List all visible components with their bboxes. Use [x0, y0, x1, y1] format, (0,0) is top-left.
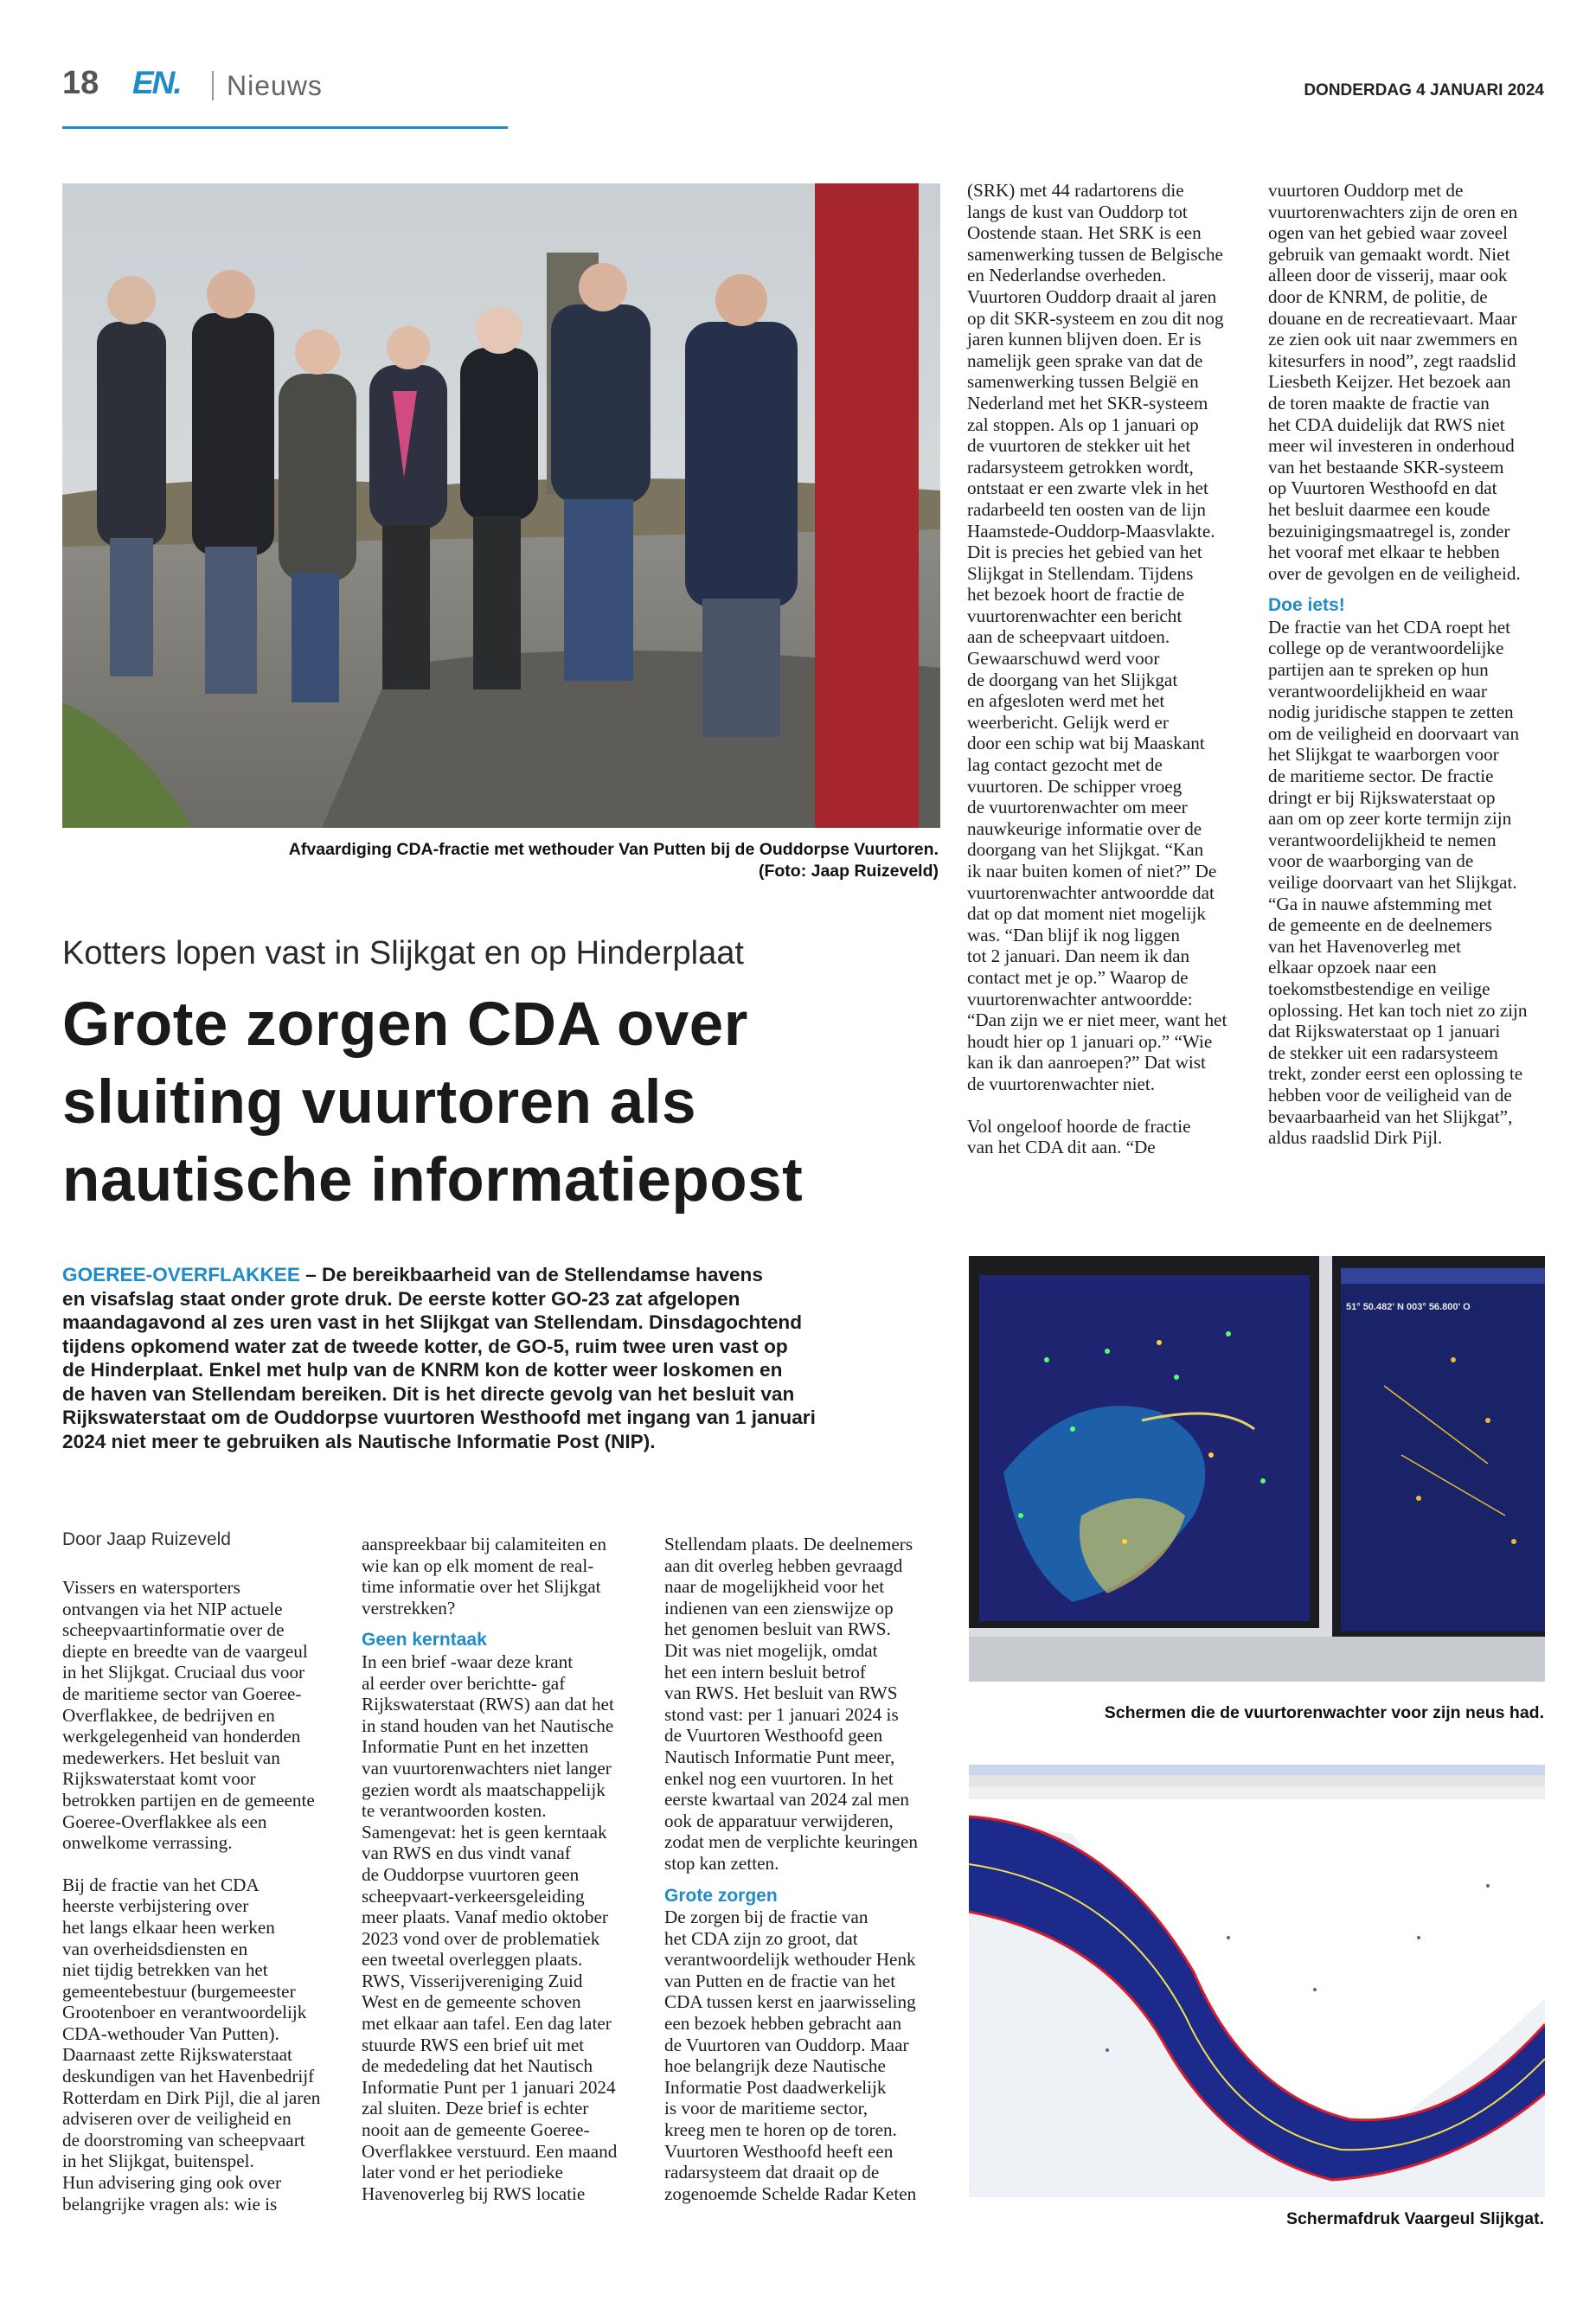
body-line: Rijkswaterstaat (RWS) aan dat het	[362, 1694, 614, 1715]
body-line: van het bestaande SKR-systeem	[1268, 456, 1504, 478]
body-line: Havenoverleg bij RWS locatie	[362, 2182, 586, 2204]
body-line: Rijkswaterstaat komt voor	[62, 1768, 256, 1790]
column-2	[362, 1534, 656, 2204]
body-line: radarbeeld ten oosten van de lijn	[967, 498, 1206, 520]
body-line: alleen door de visserij, maar ook	[1268, 265, 1508, 286]
lead-line: maandagavond al zes uren vast in het Slijkgat van Stellendam. Dinsdagochtend	[62, 1311, 803, 1333]
body-line: doorgang van het Slijkgat. “Kan	[967, 839, 1204, 861]
body-line: heerste verbijstering over	[62, 1895, 249, 1917]
body-line: scheepvaartinformatie over de	[62, 1619, 285, 1641]
body-line: de maritieme sector. De fractie	[1268, 766, 1494, 787]
body-line: diepte en breedte van de vaargeul	[62, 1640, 308, 1662]
body-line: de maritieme sector van Goeree-	[62, 1682, 302, 1704]
body-line: van het CDA dit aan. “De	[967, 1137, 1156, 1158]
body-line: en afgesloten werd met het	[967, 690, 1165, 712]
body-line: Stellendam plaats. De deelnemers	[664, 1534, 913, 1554]
body-line: het genomen besluit van RWS.	[664, 1618, 891, 1640]
body-line: over de gevolgen en de veiligheid.	[1268, 562, 1521, 584]
body-line: indienen van een zienswijze op	[664, 1597, 894, 1618]
body-line: voor de waarborging van de	[1268, 850, 1474, 872]
body-line: bevaarbaarheid van het Slijkgat”,	[1268, 1106, 1513, 1127]
body-line: door een schip wat bij Maaskant	[967, 733, 1205, 754]
lead-line: – De bereikbaarheid van de Stellendamse havens	[305, 1264, 763, 1285]
body-line: de doorgang van het Slijkgat	[967, 669, 1178, 690]
body-line: van het Havenoverleg met	[1268, 935, 1461, 957]
body-line: Oostende staan. Het SRK is een	[967, 222, 1202, 244]
body-line: de toren maakte de fractie van	[1268, 392, 1490, 413]
body-line: de Vuurtoren Westhoofd geen	[664, 1725, 883, 1747]
body-line: gemeentebestuur (burgemeester	[62, 1980, 296, 2002]
body-line: Samengevat: het is geen kerntaak	[362, 1821, 607, 1843]
body-line: het bezoek hoort de fractie de	[967, 584, 1185, 606]
body-line: de mededeling dat het Nautisch	[362, 2055, 593, 2077]
body-line: weerbericht. Gelijk werd er	[967, 711, 1169, 733]
body-line: in het Slijkgat. Cruciaal dus voor	[62, 1662, 305, 1683]
body-line: met elkaar aan tafel. Een dag later	[362, 2013, 612, 2035]
body-line: jaren kunnen blijven doen. Er is	[967, 329, 1202, 350]
body-line: aan om op zeer korte termijn zijn	[1268, 808, 1512, 830]
body-line: verstrekken?	[362, 1597, 456, 1618]
body-line: kan ik dan aanroepen?” Dat wist	[967, 1052, 1206, 1074]
body-line: langs de kust van Ouddorp tot	[967, 201, 1188, 222]
body-line: Overflakkee, de bedrijven en	[62, 1704, 275, 1726]
body-line: hoe belangrijk deze Nautische	[664, 2055, 886, 2077]
body-line: meer plaats. Vanaf medio oktober	[362, 1907, 608, 1928]
body-line: ook de apparatuur verwijderen,	[664, 1810, 894, 1831]
body-line: contact met je op.” Waarop de	[967, 966, 1189, 988]
body-line: ontvangen via het NIP actuele	[62, 1598, 283, 1619]
body-line: aanspreekbaar bij calamiteiten en	[362, 1534, 606, 1554]
body-line: ontstaat er een zwarte vlek in het	[967, 478, 1208, 499]
body-line: het CDA zijn zo groot, dat	[664, 1927, 858, 1949]
body-line: tot 2 januari. Dan neem ik dan	[967, 945, 1190, 967]
body-line: Gewaarschuwd werd voor	[967, 648, 1160, 670]
body-line: door de KNRM, de politie, de	[1268, 285, 1488, 307]
body-line: was. “Dan blijf ik nog liggen	[967, 924, 1180, 945]
body-line: zal stoppen. Als op 1 januari op	[967, 413, 1199, 435]
subheading: Geen kerntaak	[362, 1630, 487, 1650]
body-line: dat Rijkswaterstaat op 1 januari	[1268, 1021, 1501, 1042]
body-line: van Putten en de fractie van het	[664, 1970, 896, 1991]
body-line: vuurtoren. De schipper vroeg	[967, 775, 1183, 797]
body-line: is voor de maritieme sector,	[664, 2098, 869, 2119]
logo: EN.	[132, 65, 181, 100]
body-line: niet tijdig betrekken van het	[62, 1959, 268, 1981]
body-line: de vuurtoren de stekker uit het	[967, 435, 1191, 457]
lead-place: GOEREE-OVERFLAKKEE	[62, 1264, 300, 1285]
body-line: Haamstede-Ouddorp-Maasvlakte.	[967, 520, 1215, 542]
body-line: Overflakkee verstuurd. Een maand	[362, 2140, 618, 2162]
body-line: trekt, zonder eerst een oplossing te	[1268, 1063, 1523, 1085]
body-line: CDA-wethouder Van Putten).	[62, 2022, 279, 2044]
lead	[62, 1263, 945, 1453]
column-1	[62, 1577, 348, 2214]
body-line: op Vuurtoren Westhoofd en dat	[1268, 478, 1497, 499]
body-line: Vol ongeloof hoorde de fractie	[967, 1115, 1191, 1137]
body-line: een tweetal overleggen plaats.	[362, 1949, 583, 1971]
body-line: Slijkgat in Stellendam. Tijdens	[967, 562, 1194, 584]
radar-screens-photo	[969, 1256, 1545, 1682]
body-line: deskundigen van het Havenbedrijf	[62, 2066, 315, 2087]
body-line: Grootenboer en verantwoordelijk	[62, 2002, 307, 2023]
body-line: Informatie Post daadwerkelijk	[664, 2076, 887, 2098]
body-line: radarsysteem dat draait op de	[664, 2162, 880, 2183]
body-line: van vuurtorenwachters niet langer	[362, 1757, 612, 1779]
body-line: enkel nog een vuurtoren. In het	[664, 1767, 894, 1789]
body-line: stop kan zetten.	[664, 1852, 779, 1874]
body-line: zodat men de verplichte keuringen	[664, 1831, 918, 1853]
body-line: elkaar opzoek naar een	[1268, 957, 1437, 978]
body-line: ze zien ook uit naar zwemmers en	[1268, 329, 1518, 350]
body-line: betrokken partijen en de gemeente	[62, 1789, 315, 1811]
body-line: Nederland met het SKR-systeem	[967, 392, 1208, 413]
section-name: Nieuws	[227, 70, 323, 101]
header-rule	[62, 126, 508, 129]
body-line: De zorgen bij de fractie van	[664, 1907, 869, 1928]
body-line: stuurde RWS een brief uit met	[362, 2034, 585, 2055]
body-line: Dit is precies het gebied van het	[967, 542, 1202, 563]
body-line: douane en de recreatievaart. Maar	[1268, 307, 1517, 329]
photo2-caption: Schermen die de vuurtorenwachter voor zijn neus had.	[1104, 1703, 1544, 1722]
body-line: van RWS en dus vindt vanaf	[362, 1843, 571, 1864]
body-line: In een brief -waar deze krant	[362, 1650, 574, 1672]
body-line: zogenoemde Schelde Radar Keten	[664, 2182, 917, 2204]
channel-chart-screenshot	[969, 1765, 1545, 2197]
body-line: het vooraf met elkaar te hebben	[1268, 542, 1500, 563]
body-line: partijen aan te spreken op hun	[1268, 659, 1489, 681]
paragraph-gap	[62, 1854, 348, 1875]
body-line: verantwoordelijkheid en waar	[1268, 680, 1487, 702]
body-line: nodig juridische stappen te zetten	[1268, 702, 1514, 723]
body-line: Vuurtoren Ouddorp draait al jaren	[967, 285, 1217, 307]
body-line: Vuurtoren Westhoofd heeft een	[664, 2140, 894, 2162]
paragraph-gap	[967, 1095, 1261, 1116]
body-line: 2023 vond over de problematiek	[362, 1927, 600, 1949]
body-line: eerste kwartaal van 2024 zal men	[664, 1789, 909, 1811]
body-line: aldus raadslid Dirk Pijl.	[1268, 1127, 1443, 1149]
body-line: de Vuurtoren van Ouddorp. Maar	[664, 2034, 909, 2055]
body-line: het een intern besluit betrof	[664, 1661, 866, 1682]
body-line: en Nederlandse overheden.	[967, 265, 1167, 286]
body-line: verantwoordelijk wethouder Henk	[664, 1949, 916, 1971]
lead-line: de haven van Stellendam bereiken. Dit is het directe gevolg van het besluit van	[62, 1382, 795, 1405]
body-line: Hun advisering ging ook over	[62, 2172, 282, 2194]
body-line: stond vast: per 1 januari 2024 is	[664, 1703, 899, 1725]
kicker: Kotters lopen vast in Slijkgat en op Hinderplaat	[62, 935, 744, 971]
column-3	[664, 1534, 950, 2204]
body-line: (SRK) met 44 radartorens die	[967, 180, 1184, 201]
page-number: 18	[62, 65, 99, 101]
body-line: vuurtorenwachter antwoordde:	[967, 988, 1193, 1009]
body-line: oplossing. Het kan toch niet zo zijn	[1268, 999, 1528, 1021]
body-line: Nautisch Informatie Punt meer,	[664, 1746, 895, 1767]
page-date: DONDERDAG 4 JANUARI 2024	[1304, 81, 1544, 99]
body-line: kitesurfers in nood”, zegt raadslid	[1268, 349, 1516, 371]
body-line: vuurtorenwachters zijn de oren en	[1268, 201, 1518, 222]
headline-line: sluiting vuurtoren als	[62, 1068, 696, 1137]
body-line: wie kan op elk moment de real-	[362, 1554, 594, 1576]
lead-line: en visafslag staat onder grote druk. De eerste kotter GO-23 zat afgelopen	[62, 1287, 740, 1310]
lead-line: tijdens opkomend water zat de tweede kotter, de GO-5, ruim twee uren vast op	[62, 1335, 788, 1357]
body-line: het besluit daarmee een koude	[1268, 498, 1490, 520]
body-line: zal sluiten. Deze brief is echter	[362, 2098, 589, 2119]
body-line: van overheidsdiensten en	[62, 1938, 248, 1959]
body-line: Goeree-Overflakkee als een	[62, 1811, 267, 1832]
body-line: CDA tussen kerst en jaarwisseling	[664, 1991, 916, 2013]
subheading: Grote zorgen	[664, 1885, 778, 1906]
body-line: adviseren over de veiligheid en	[62, 2108, 292, 2130]
body-line: later vond er het periodieke	[362, 2162, 563, 2183]
body-line: Liesbeth Keijzer. Het bezoek aan	[1268, 371, 1511, 393]
byline: Door Jaap Ruizeveld	[62, 1529, 231, 1549]
lead-line: Rijkswaterstaat om de Ouddorpse vuurtoren Westhoofd met ingang van 1 januari	[62, 1407, 816, 1428]
body-line: lag contact gezocht met de	[967, 754, 1163, 776]
body-line: Daarnaast zette Rijkswaterstaat	[62, 2044, 292, 2066]
body-line: aan de scheepvaart uitdoen.	[967, 626, 1170, 648]
headline-line: nautische informatiepost	[62, 1146, 804, 1215]
body-line: het CDA duidelijk dat RWS niet	[1268, 413, 1505, 435]
body-line: Dit was niet mogelijk, omdat	[664, 1639, 878, 1661]
body-line: vuurtoren Ouddorp met de	[1268, 180, 1464, 201]
body-line: naar de mogelijkheid voor het	[664, 1576, 885, 1598]
body-line: bezuinigingsmaatregel is, zonder	[1268, 520, 1510, 542]
photo1-caption-line2: (Foto: Jaap Ruizeveld)	[758, 862, 939, 881]
body-line: onwelkome verrassing.	[62, 1832, 233, 1854]
body-line: het langs elkaar heen werken	[62, 1916, 275, 1938]
body-line: dat op dat moment niet mogelijk	[967, 903, 1206, 925]
body-line: toekomstbestendige en veilige	[1268, 977, 1490, 999]
body-line: De fractie van het CDA roept het	[1268, 616, 1511, 638]
body-line: “Ga in nauwe afstemming met	[1268, 893, 1492, 914]
header-divider	[212, 71, 214, 100]
body-line: belangrijke vragen als: wie is	[62, 2193, 278, 2214]
body-line: dringt er bij Rijkswaterstaat op	[1268, 786, 1496, 808]
body-line: de gemeente en de deelnemers	[1268, 914, 1492, 936]
lead-line: de Hinderplaat. Enkel met hulp van de KNRM kon de kotter weer loskomen en	[62, 1359, 783, 1381]
body-line: ik naar buiten komen of niet?” De	[967, 861, 1217, 881]
body-line: het Slijkgat te waarborgen voor	[1268, 744, 1499, 766]
headline	[62, 986, 945, 1220]
body-line: vuurtorenwachter antwoordde dat	[967, 881, 1215, 903]
body-line: op dit SKR-systeem en zou dit nog	[967, 307, 1224, 329]
headline-line: Grote zorgen CDA over	[62, 990, 748, 1059]
body-line: veilige doorvaart van het Slijkgat.	[1268, 872, 1517, 893]
body-line: al eerder over berichtte- gaf	[362, 1672, 566, 1694]
body-line: Vissers en watersporters	[62, 1577, 240, 1598]
body-line: nooit aan de gemeente Goeree-	[362, 2119, 590, 2141]
body-line: scheepvaart-verkeersgeleiding	[362, 1885, 585, 1907]
body-line: een bezoek hebben gebracht aan	[664, 2013, 902, 2035]
body-line: college op de verantwoordelijke	[1268, 638, 1504, 659]
body-line: verantwoordelijkheid te nemen	[1268, 829, 1497, 850]
lead-line: 2024 niet meer te gebruiken als Nautische Informatie Post (NIP).	[62, 1430, 656, 1452]
body-line: de stekker uit een radarsysteem	[1268, 1042, 1498, 1063]
body-line: RWS, Visserijvereniging Zuid	[362, 1970, 583, 1991]
body-line: ogen van het gebied waar zoveel	[1268, 222, 1509, 244]
body-line: gezien wordt als maatschappelijk	[362, 1779, 606, 1800]
body-line: aan dit overleg hebben gevraagd	[664, 1554, 903, 1576]
body-line: de vuurtorenwachter niet.	[967, 1073, 1156, 1094]
body-line: om de veiligheid en doorvaart van	[1268, 722, 1520, 744]
body-line: “Dan zijn we er niet meer, want het	[967, 1009, 1227, 1031]
body-line: Bij de fractie van het CDA	[62, 1874, 260, 1895]
body-line: medewerkers. Het besluit van	[62, 1747, 280, 1768]
body-line: West en de gemeente schoven	[362, 1991, 581, 2013]
body-line: Informatie Punt per 1 januari 2024	[362, 2076, 616, 2098]
body-line: vuurtorenwachter een bericht	[967, 605, 1183, 626]
body-line: radarsysteem getrokken wordt,	[967, 456, 1194, 478]
column-5	[1268, 180, 1554, 1149]
subheading: Doe iets!	[1268, 595, 1345, 616]
body-line: werkgelegenheid van honderden	[62, 1726, 301, 1747]
photo3-caption: Schermafdruk Vaargeul Slijkgat.	[1285, 2209, 1544, 2228]
body-line: de vuurtorenwachter om meer	[967, 797, 1188, 818]
body-line: namelijk geen sprake van dat de	[967, 349, 1203, 371]
screen-coordinates: 51° 50.482' N 003° 56.800' O	[1346, 1302, 1471, 1312]
group-photo	[62, 183, 940, 828]
body-line: kreeg men te horen op de toren.	[664, 2119, 897, 2141]
body-line: de doorstroming van scheepvaart	[62, 2129, 305, 2150]
body-line: samenwerking tussen België en	[967, 371, 1199, 393]
body-line: hebben voor de veiligheid van de	[1268, 1084, 1512, 1106]
body-line: time informatie over het Slijkgat	[362, 1576, 601, 1598]
body-line: Rotterdam en Dirk Pijl, die al jaren	[62, 2086, 321, 2108]
body-line: gebruik van gemaakt wordt. Niet	[1268, 243, 1510, 265]
body-line: van RWS. Het besluit van RWS	[664, 1682, 898, 1704]
body-line: nauwkeurige informatie over de	[967, 817, 1202, 839]
body-line: Informatie Punt en het inzetten	[362, 1736, 589, 1758]
column-4	[967, 180, 1261, 1158]
body-line: samenwerking tussen de Belgische	[967, 243, 1223, 265]
body-line: de Ouddorpse vuurtoren geen	[362, 1863, 580, 1885]
body-line: te verantwoorden kosten.	[362, 1800, 547, 1822]
body-line: houdt hier op 1 januari op.” “Wie	[967, 1030, 1213, 1052]
photo1-caption-line1: Afvaardiging CDA-fractie met wethouder Van Putten bij de Ouddorpse Vuurtoren.	[288, 840, 939, 859]
body-line: in het Slijkgat, buitenspel.	[62, 2150, 254, 2172]
body-line: meer wil investeren in onderhoud	[1268, 435, 1515, 457]
body-line: in stand houden van het Nautische	[362, 1715, 614, 1736]
